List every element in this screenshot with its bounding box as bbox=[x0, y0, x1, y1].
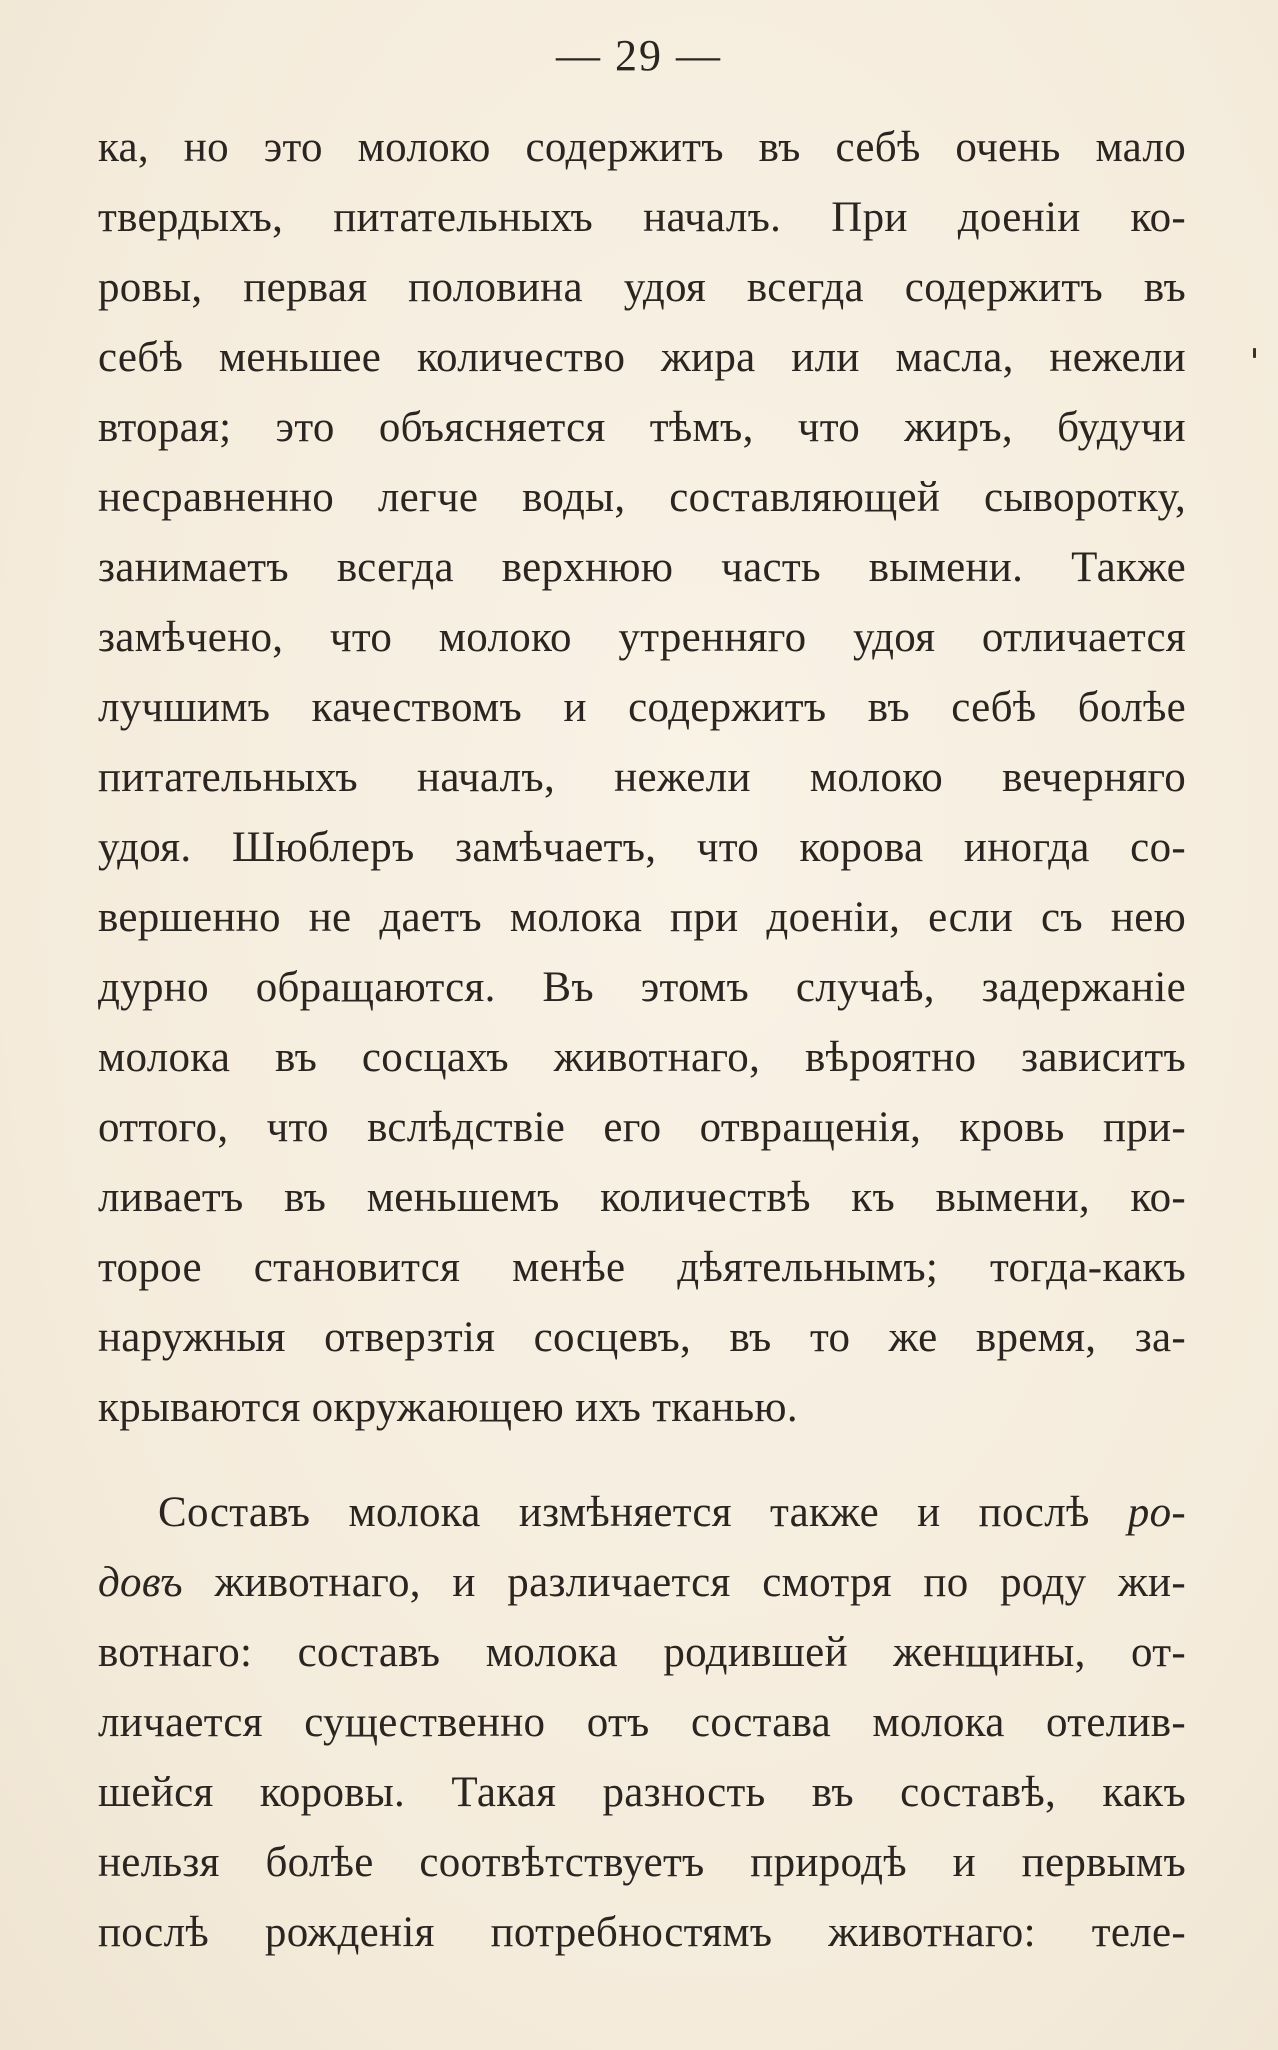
italic-text: ро- bbox=[1127, 1489, 1186, 1536]
text-line: оттого, что вслѣдствіе его отвращенія, кровь при- bbox=[98, 1104, 1186, 1151]
text-line: вторая; это объясняется тѣмъ, что жиръ, будучи bbox=[98, 404, 1186, 451]
text-line: ровы, первая половина удоя всегда содержитъ въ bbox=[98, 264, 1186, 311]
text-line: вотнаго: составъ молока родившей женщины, от- bbox=[98, 1629, 1186, 1676]
text-line: вершенно не даетъ молока при доеніи, если съ нею bbox=[98, 894, 1186, 941]
text-line bbox=[98, 1478, 1186, 1548]
text-line: наружныя отверзтія сосцевъ, въ то же время, за- bbox=[98, 1314, 1186, 1361]
text-line: нельзя болѣе соотвѣтствуетъ природѣ и первымъ bbox=[98, 1839, 1186, 1886]
text-line: замѣчено, что молоко утренняго удоя отличается bbox=[98, 614, 1186, 661]
text-line: занимаетъ всегда верхнюю часть вымени. Также bbox=[98, 544, 1186, 591]
text-line: себѣ меньшее количество жира или масла, нежели bbox=[98, 334, 1186, 381]
text-line: несравненно легче воды, составляющей сыворотку, bbox=[98, 474, 1186, 521]
text-line: шейся коровы. Такая разность въ составѣ, какъ bbox=[98, 1769, 1186, 1816]
text-line bbox=[98, 1548, 1186, 1618]
text-line: ливаетъ въ меньшемъ количествѣ къ вымени, ко- bbox=[98, 1174, 1186, 1221]
text-line: личается существенно отъ состава молока отелив- bbox=[98, 1699, 1186, 1746]
italic-text: довъ bbox=[98, 1559, 183, 1606]
text-line: молока въ сосцахъ животнаго, вѣроятно зависитъ bbox=[98, 1034, 1186, 1081]
text-segment: Составъ молока измѣняется также и послѣ bbox=[158, 1489, 1128, 1536]
text-line: лучшимъ качествомъ и содержитъ въ себѣ болѣе bbox=[98, 684, 1186, 731]
text-line: торое становится менѣе дѣятельнымъ; тогда-какъ bbox=[98, 1244, 1186, 1291]
text-segment: животнаго, и различается смотря по роду жи- bbox=[182, 1559, 1186, 1606]
page-number: — 29 — bbox=[556, 31, 722, 80]
text-line: удоя. Шюблеръ замѣчаетъ, что корова иногда со- bbox=[98, 824, 1186, 871]
text-line: послѣ рожденія потребностямъ животнаго: теле- bbox=[98, 1909, 1186, 1956]
text-line: крываются окружающею ихъ тканью. bbox=[98, 1384, 798, 1431]
ink-mark bbox=[1253, 348, 1256, 358]
text-line: дурно обращаются. Въ этомъ случаѣ, задержаніе bbox=[98, 964, 1186, 1011]
text-line: ка, но это молоко содержитъ въ себѣ очень мало bbox=[98, 124, 1186, 171]
text-line: твердыхъ, питательныхъ началъ. При доеніи ко- bbox=[98, 194, 1186, 241]
text-line: питательныхъ началъ, нежели молоко вечерняго bbox=[98, 754, 1186, 801]
